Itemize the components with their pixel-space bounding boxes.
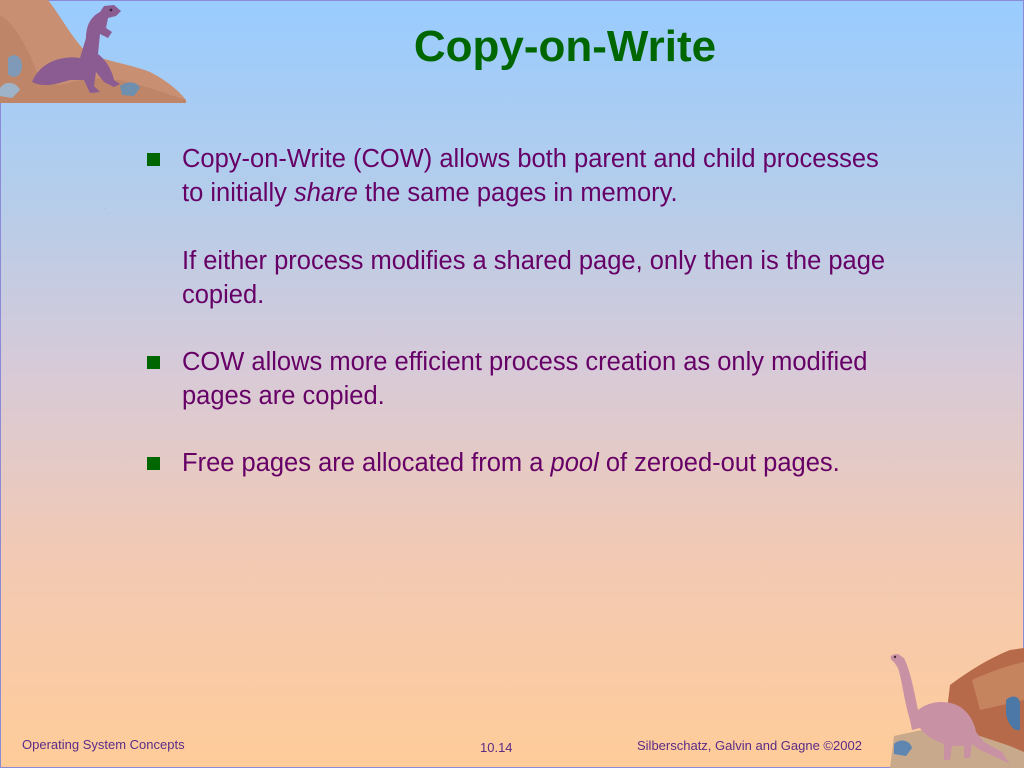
standing-dinosaur-clipart	[0, 0, 190, 110]
square-bullet-icon	[147, 153, 160, 166]
bullet-item	[145, 345, 905, 413]
emphasis-pool: pool	[550, 449, 599, 477]
emphasis-share: share	[293, 179, 358, 207]
bullet-paragraph: Free pages are allocated from a pool of zeroed-out pages.	[182, 449, 840, 477]
square-bullet-icon	[147, 457, 160, 470]
bullet-item	[145, 446, 905, 480]
bullet-paragraph: COW allows more efficient process creation as only modified pages are copied.	[182, 348, 868, 410]
bullet-item	[145, 142, 905, 312]
slide-title: Copy-on-Write	[413, 22, 717, 71]
long-neck-dinosaur-clipart	[880, 640, 1024, 768]
footer-authors: Silberschatz, Galvin and Gagne ©2002	[637, 738, 862, 753]
bullet-paragraph: If either process modifies a shared page, only then is the page copied.	[182, 247, 886, 309]
footer-slide-number: 10.14	[480, 740, 513, 755]
footer-course-title: Operating System Concepts	[22, 737, 185, 752]
bullet-paragraph: Copy-on-Write (COW) allows both parent and child processes to initially share the same pages in memory.	[182, 145, 879, 207]
bullet-list	[145, 142, 905, 480]
stray-mark: ˙	[104, 207, 107, 216]
square-bullet-icon	[147, 356, 160, 369]
